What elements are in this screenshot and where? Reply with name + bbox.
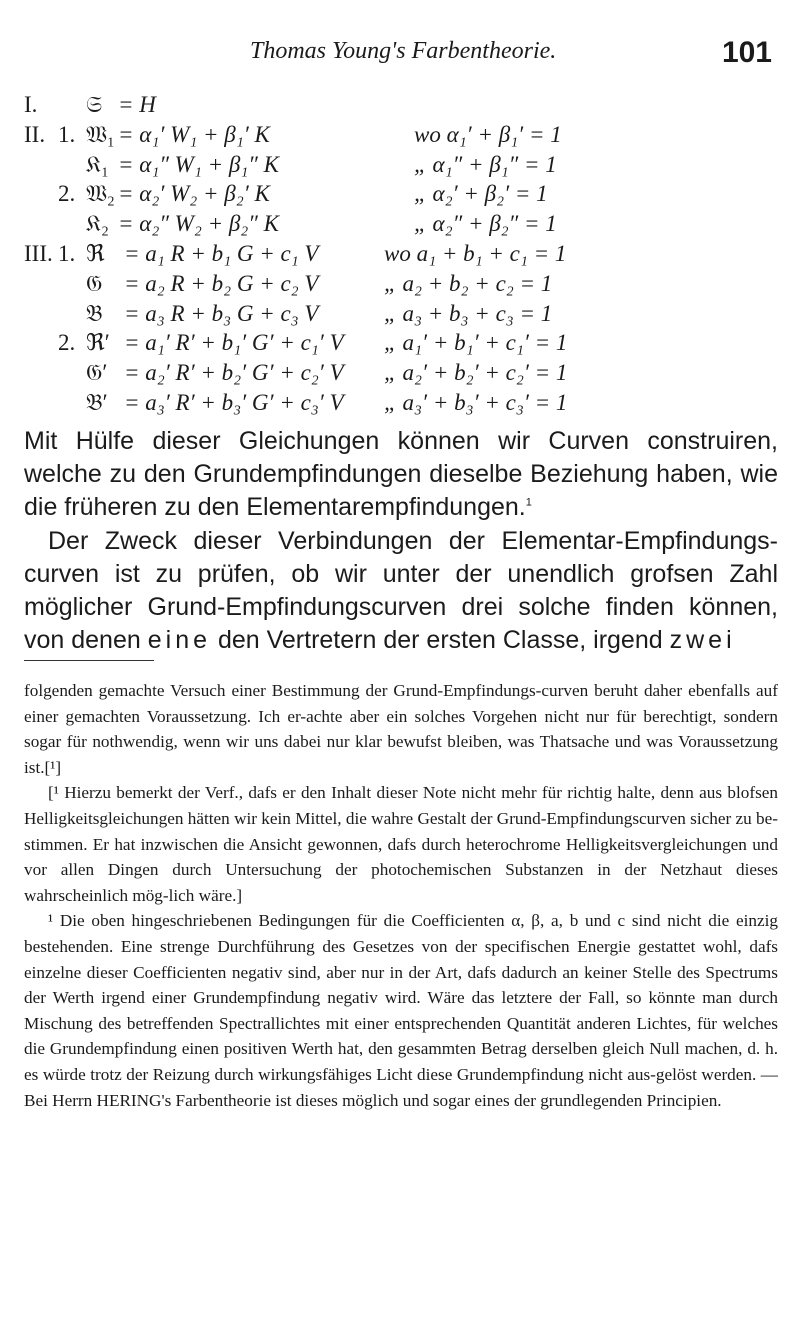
equation-lhs: 𝔚₂ [86,181,115,207]
equation-condition: wo a₁ + b₁ + c₁ = 1 [384,240,567,266]
body-text [24,425,778,657]
equation-lhs: 𝔊 [86,270,103,296]
equation-row [24,179,784,209]
equation-lhs: 𝔚₁ [86,121,115,147]
footnote-divider [24,660,154,661]
equation-condition: „ α₂′ + β₂′ = 1 [414,181,548,207]
equation-number: II. [24,121,46,147]
footnote-continuation: folgenden gemachte Versuch einer Bestimmung der Grund-Empfindungs-curven beruht daher ebenfalls auf einer gemachten Voraussetzung. Ich er-achte aber ein solches Vorgehen nicht nur für berechtigt, sondern sogar für nothwendig, wenn wir uns dabei nur klar bewufst bleiben, was Thatsache und was Voraussetzung ist.[¹] [24,681,778,777]
paragraph-text: Der Zweck dieser Verbindungen der Elementar-Empfindungs-curven ist zu prüfen, ob wir unter der unendlich grofsen Zahl möglicher Grund-Empfindungscurven drei solche finden können, von denen [24,526,778,655]
equation-row [24,388,784,418]
equation-lhs: 𝔊′ [86,360,108,386]
equation-lhs: 𝔖 [86,92,103,117]
equation-row [24,358,784,388]
equation-row [24,120,784,150]
equation-rhs: = H [118,92,156,117]
equation-number: III. [24,240,53,266]
equation-rhs: = a₃ R + b₃ G + c₃ V [124,300,319,326]
equation-lhs: ℜ [86,240,105,266]
editor-note: [¹ Hierzu bemerkt der Verf., dafs er den Inhalt dieser Note nicht mehr für richtig halte, denn aus blofsen Helligkeitsgleichungen hätten wir kein Mittel, die wahre Gestalt der Grund-Empfindungscurven sicher zu be-stimmen. Er hat inzwischen die Ansicht gewonnen, dafs durch heterochrome Helligkeitsvergleichungen und vor allen Dingen durch Untersuchung der photochemischen Substanzen in der Netzhaut dieses wahrscheinlich mög-lich wäre.] [24,783,778,905]
equation-condition: „ a₂ + b₂ + c₂ = 1 [384,270,553,296]
equation-number: I. [24,92,38,117]
equation-condition: „ a₃ + b₃ + c₃ = 1 [384,300,553,326]
page-number: 101 [721,36,772,69]
paragraph-text: Mit Hülfe dieser Gleichungen können wir Curven construiren, welche zu den Grundempfindungen dieselbe Beziehung haben, wie die früheren zu den Elementarempfindungen. [24,427,778,522]
equation-subnumber: 1. [58,240,76,266]
running-title: Thomas Young's Farbentheorie. [250,38,557,64]
equation-subnumber: 2. [58,181,76,207]
equation-rhs: = α₂″ W₂ + β₂″ K [118,211,279,237]
equation-subnumber: 1. [58,121,76,147]
emphasis: eine [147,626,211,655]
equation-condition: „ α₂″ + β₂″ = 1 [414,211,557,237]
equation-lhs: 𝔅 [86,300,103,326]
equation-row [24,299,784,329]
equation-lhs: 𝔎₂ [86,211,110,237]
equation-condition: „ a₂′ + b₂′ + c₂′ = 1 [384,360,568,386]
paragraph-text: den Vertretern der ersten Classe, irgend [217,626,663,655]
equation-subnumber: 2. [58,330,76,356]
equation-rhs: = a₂ R + b₂ G + c₂ V [124,270,319,296]
equation-row [24,150,784,180]
equation-row [24,328,784,358]
equation-lhs: ℜ′ [86,330,110,356]
equation-condition: wo α₁′ + β₁′ = 1 [414,121,562,147]
equation-rhs: = α₁′ W₁ + β₁′ K [118,121,270,147]
page-header [0,38,800,78]
paragraph [24,425,778,525]
equation-rhs: = a₂′ R′ + b₂′ G′ + c₂′ V [124,360,344,386]
equation-rhs: = a₃′ R′ + b₃′ G′ + c₃′ V [124,389,344,415]
footnotes [24,678,778,1113]
equation-row [24,209,784,239]
equation-lhs: 𝔎₁ [86,151,110,177]
footnote-ref: 1 [525,497,532,510]
equation-condition: „ a₃′ + b₃′ + c₃′ = 1 [384,389,568,415]
equation-rhs: = α₁″ W₁ + β₁″ K [118,151,279,177]
equation-lhs: 𝔅′ [86,389,108,415]
equation-rhs: = α₂′ W₂ + β₂′ K [118,181,270,207]
equation-rhs: = a₁′ R′ + b₁′ G′ + c₁′ V [124,330,344,356]
equation-row [24,269,784,299]
footnote: ¹ Die oben hingeschriebenen Bedingungen für die Coefficienten α, β, a, b und c sind nicht die einzig bestehenden. Eine strenge Durchführung des Gesetzes von der specifischen Energie gestattet wohl, dafs einzelne dieser Coefficienten negativ sind, aber nur in der Art, dafs dadurch an keiner Stelle des Spectrums der Werth irgend einer Grundempfindung negativ wird. Wäre das letztere der Fall, so könnte man durch Mischung des betreffenden Spectrallichtes mit einer entsprechenden Quantität anderen Lichtes, für welches die Grundempfindung einen positiven Werth hat, den gesammten Betrag derselben gleich Null machen, d. h. es würde trotz der Reizung durch wirkungsfähiges Licht diese Grundempfindung nicht aus-gelöst werden. — Bei Herrn HERING's Farbentheorie ist dieses möglich und sogar eines der grundlegenden Principien. [24,911,778,1110]
paragraph [24,525,778,658]
emphasis: zwei [669,626,736,655]
equation-rhs: = a₁ R + b₁ G + c₁ V [124,240,319,266]
equation-condition: „ a₁′ + b₁′ + c₁′ = 1 [384,330,568,356]
equation-row [24,239,784,269]
equation-block [24,90,784,418]
equation-row [24,90,784,120]
equation-condition: „ α₁″ + β₁″ = 1 [414,151,557,177]
